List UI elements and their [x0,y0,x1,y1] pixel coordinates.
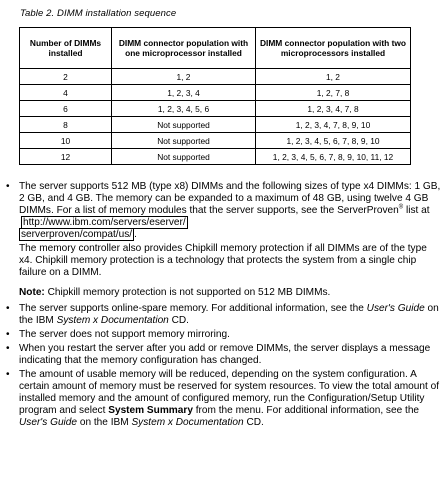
table-cell: 1, 2, 7, 8 [256,85,411,101]
system-summary-label: System Summary [108,405,193,416]
table-row [20,101,411,117]
restart-text: When you restart the server after you add or remove DIMMs, the server displays a message indicating that the memory configuration has changed. [19,343,431,366]
dimm-installation-table [19,27,411,165]
header-two-microprocessors: DIMM connector population with two microprocessors installed [256,28,411,69]
table-cell: Not supported [112,133,256,149]
table-cell: 12 [20,149,112,165]
table-cell: 1, 2 [112,69,256,85]
note-text: Chipkill memory protection is not supported on 512 MB DIMMs. [44,287,331,298]
dimm-sizes-text: The server supports 512 MB (type x8) DIMMs and the following sizes of type x4 DIMMs: 1 GB, 2 GB, and 4 GB. The memory can be expanded to a maximum of 48 GB, using twelve 4 GB DIMMs. For a list of memory modules that the server supports, see the ServerProven [19,181,441,216]
bullet-marker: • [6,303,10,314]
serverproven-link-cont[interactable]: serverproven/compat/us/ [21,229,133,240]
table-row [20,133,411,149]
additional-info-text: from the menu. For additional information, see the [192,405,420,416]
table-header-row [20,28,411,69]
header-one-microprocessor: DIMM connector population with one microprocessor installed [112,28,256,69]
users-guide-ref: User's Guide [366,303,425,314]
table-row [20,85,411,101]
table-cell: 6 [20,101,112,117]
chipkill-paragraph: The memory controller also provides Chipkill memory protection if all DIMMs are of the type x4. Chipkill memory protection is a technology that protects the system from a single chip failure on a DIMM. [19,243,427,278]
link-period: . [134,229,137,240]
table-cell: Not supported [112,149,256,165]
table-cell: 2 [20,69,112,85]
chipkill-note [4,287,442,299]
table-cell: 1, 2, 3, 4, 7, 8 [256,101,411,117]
cd-text: CD. [243,417,264,428]
bullet-marker: • [6,369,10,380]
ibm-text: on the IBM [77,417,132,428]
note-label: Note: [19,287,45,298]
table-cell: 10 [20,133,112,149]
header-number-of-dimms: Number of DIMMs installed [20,28,112,69]
list-at-text: list at [403,205,430,216]
serverproven-link[interactable]: http://www.ibm.com/servers/eserver/ [23,217,186,228]
documentation-cd-ref: System x Documentation [131,417,244,428]
bullet-dimm-sizes [4,181,442,241]
ibm-text: on the IBM [19,303,439,326]
table-cell: Not supported [112,117,256,133]
table-cell: 1, 2, 3, 4, 5, 6, 7, 8, 9, 10, 11, 12 [256,149,411,165]
table-row [20,149,411,165]
bullet-usable-memory [4,369,442,429]
table-cell: 1, 2, 3, 4, 5, 6, 7, 8, 9, 10 [256,133,411,149]
table-caption: Table 2. DIMM installation sequence [20,8,177,19]
bullet-mirroring [4,329,442,341]
table-cell: 4 [20,85,112,101]
mirroring-text: The server does not support memory mirroring. [19,329,230,340]
table-row [20,117,411,133]
table-cell: 1, 2, 3, 4, 7, 8, 9, 10 [256,117,411,133]
bullet-marker: • [6,329,10,340]
table-cell: 1, 2 [256,69,411,85]
memory-notes [4,181,442,431]
registered-mark: ® [398,204,404,211]
table-cell: 8 [20,117,112,133]
users-guide-ref: User's Guide [19,417,78,428]
usable-memory-text: The amount of usable memory will be reduced, depending on the system configuration. A certain amount of memory must be reserved for system resources. To view the total amount of installed memory and the amount of configured memory, run the Configuration/Setup Utility program and select [19,369,440,416]
documentation-cd-ref: System x Documentation [56,315,169,326]
table-row [20,69,411,85]
bullet-marker: • [6,181,10,192]
table-cell: 1, 2, 3, 4 [112,85,256,101]
online-spare-text: The server supports online-spare memory. For additional information, see the [19,303,367,314]
table-cell: 1, 2, 3, 4, 5, 6 [112,101,256,117]
bullet-marker: • [6,343,10,354]
bullet-online-spare [4,303,442,327]
bullet-restart [4,343,442,367]
cd-text: CD. [168,315,189,326]
